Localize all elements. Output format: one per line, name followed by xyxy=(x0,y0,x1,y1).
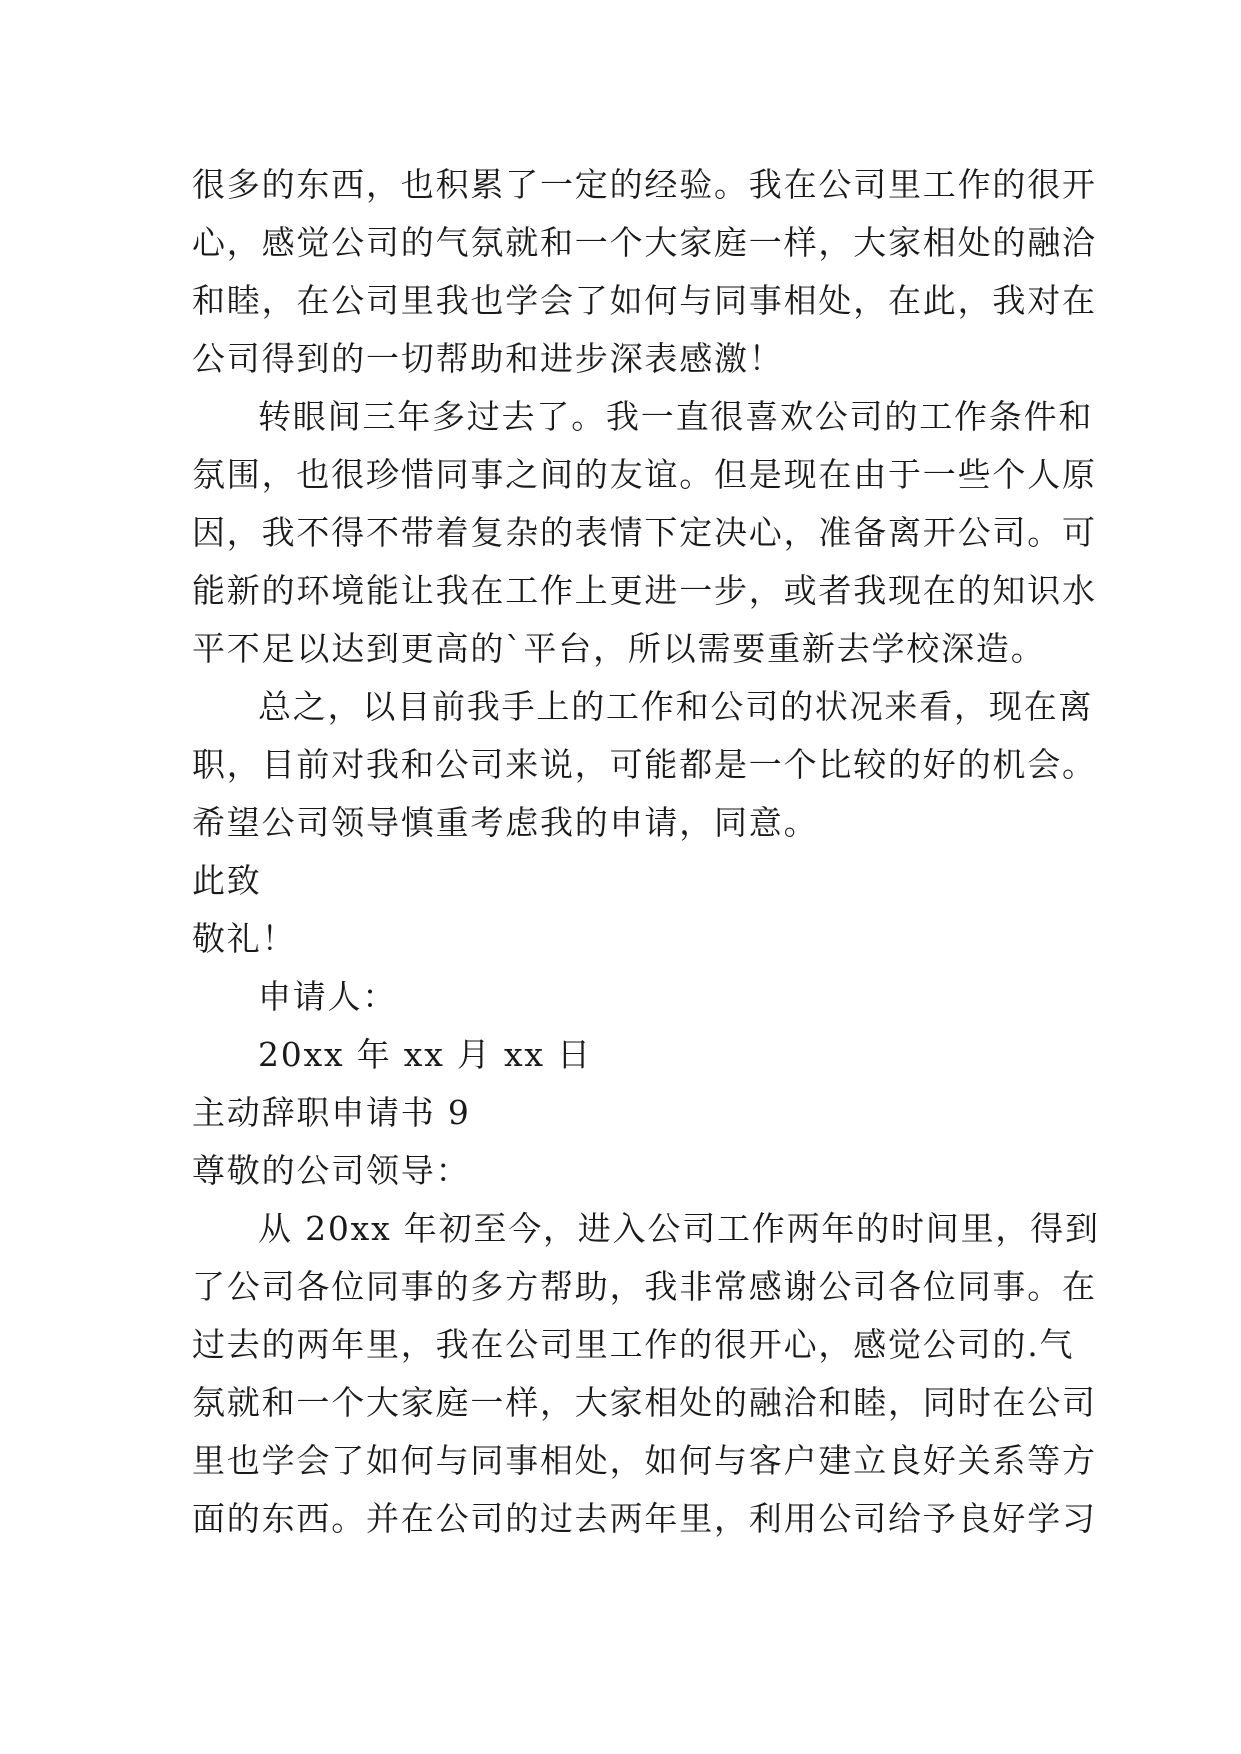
text-line: 因，我不得不带着复杂的表情下定决心，准备离开公司。可 xyxy=(192,513,1097,552)
text-line: 里也学会了如何与同事相处，如何与客户建立良好关系等方 xyxy=(192,1441,1097,1480)
text-line: 面的东西。并在公司的过去两年里，利用公司给予良好学习 xyxy=(192,1499,1097,1538)
applicant-label: 申请人： xyxy=(258,977,398,1016)
text-line: 能新的环境能让我在工作上更进一步，或者我现在的知识水 xyxy=(192,571,1097,610)
text-line: 平不足以达到更高的`平台，所以需要重新去学校深造。 xyxy=(192,629,1046,668)
text-line: 氛就和一个大家庭一样，大家相处的融洽和睦，同时在公司 xyxy=(192,1383,1097,1422)
text-line: 过去的两年里，我在公司里工作的很开心，感觉公司的.气 xyxy=(192,1325,1075,1364)
text-line: 希望公司领导慎重考虑我的申请，同意。 xyxy=(192,803,819,842)
closing-regards: 敬礼！ xyxy=(192,919,297,958)
date-line: 20xx 年 xx 月 xx 日 xyxy=(258,1035,592,1074)
letter-body xyxy=(192,156,1100,1548)
section-title: 主动辞职申请书 9 xyxy=(192,1093,471,1132)
paragraph-first-line: 转眼间三年多过去了。我一直很喜欢公司的工作条件和 xyxy=(258,397,1094,436)
greeting: 尊敬的公司领导： xyxy=(192,1151,471,1190)
paragraph-first-line: 总之，以目前我手上的工作和公司的状况来看，现在离 xyxy=(258,687,1094,726)
text-line: 和睦，在公司里我也学会了如何与同事相处，在此，我对在 xyxy=(192,281,1097,320)
text-line: 了公司各位同事的多方帮助，我非常感谢公司各位同事。在 xyxy=(192,1267,1097,1306)
text-line: 职，目前对我和公司来说，可能都是一个比较的好的机会。 xyxy=(192,745,1097,784)
text-line: 公司得到的一切帮助和进步深表感激！ xyxy=(192,339,784,378)
text-line: 氛围，也很珍惜同事之间的友谊。但是现在由于一些个人原 xyxy=(192,455,1097,494)
closing-salutation: 此致 xyxy=(192,861,262,900)
text-line: 心，感觉公司的气氛就和一个大家庭一样，大家相处的融洽 xyxy=(192,223,1097,262)
text-line: 很多的东西，也积累了一定的经验。我在公司里工作的很开 xyxy=(192,165,1097,204)
paragraph-first-line: 从 20xx 年初至今，进入公司工作两年的时间里，得到 xyxy=(258,1209,1100,1248)
